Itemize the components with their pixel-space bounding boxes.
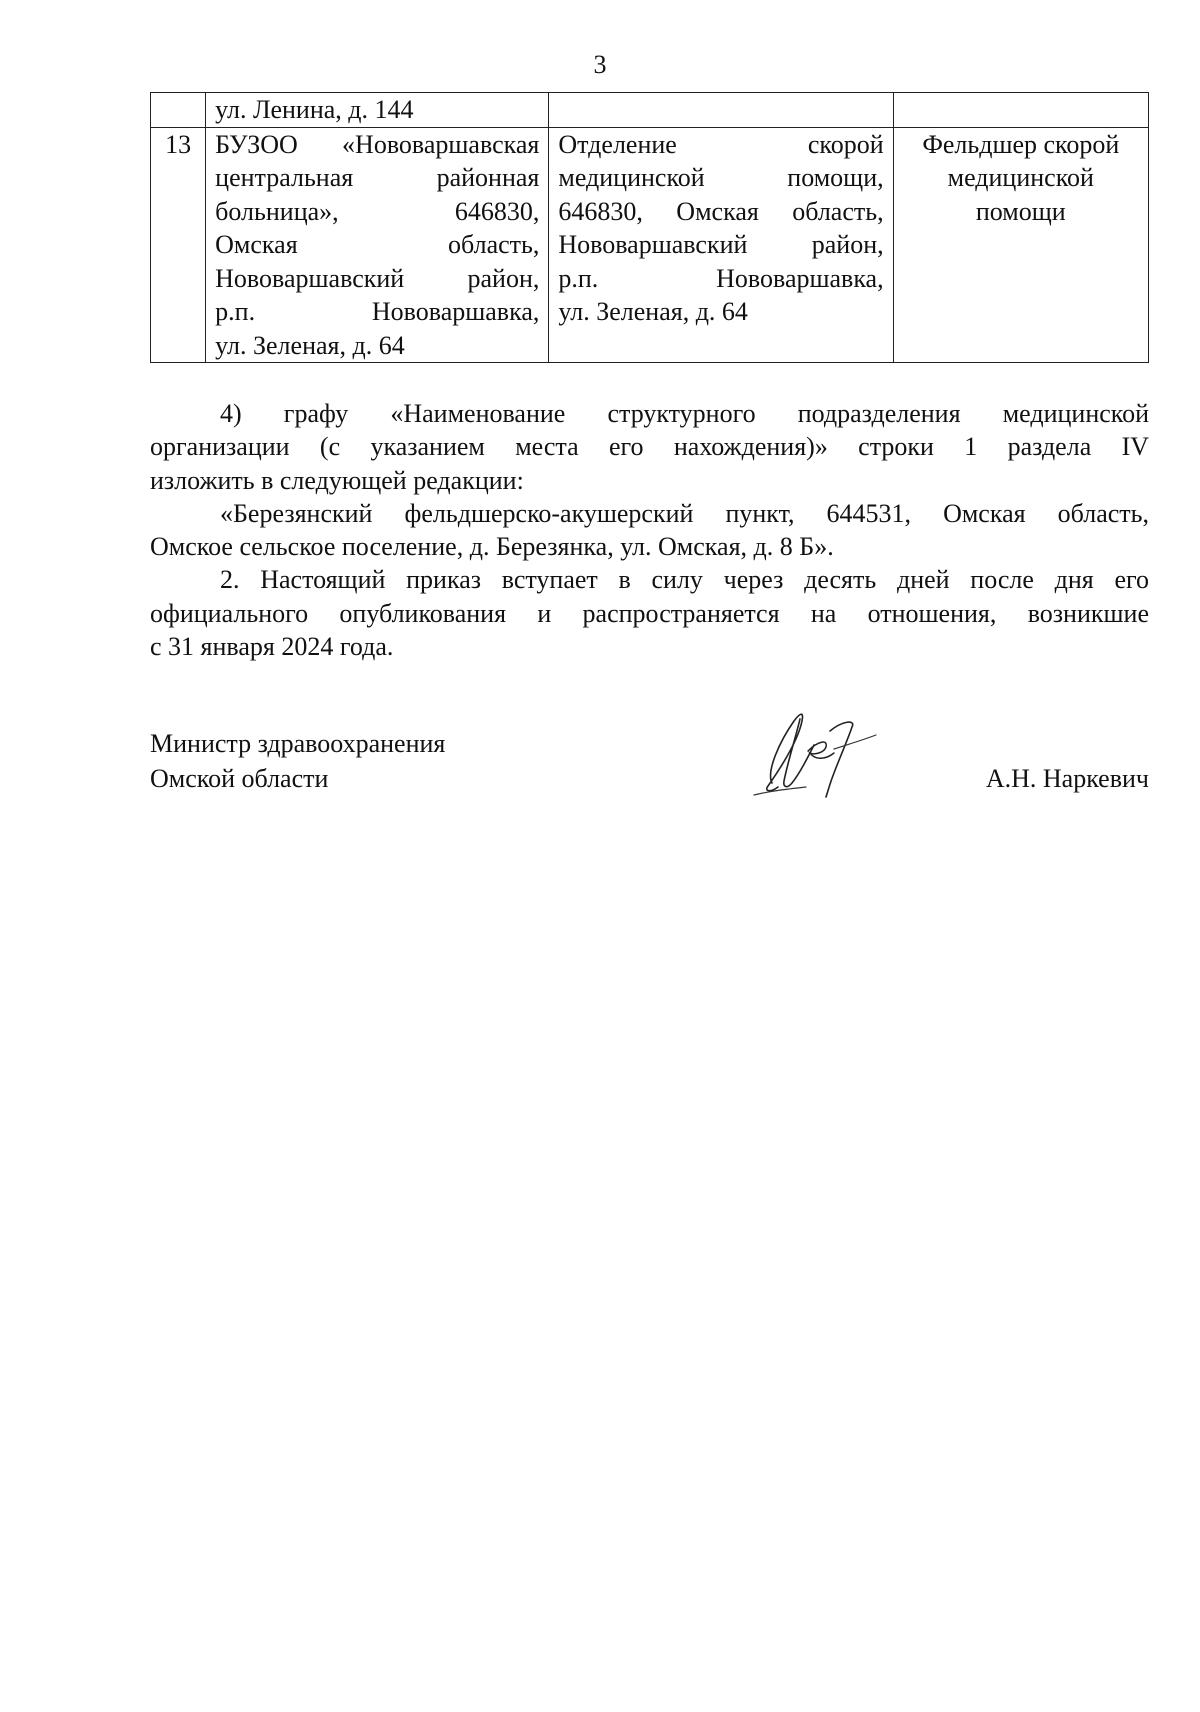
- department-line: 646830, Омская область,: [558, 196, 884, 226]
- page-number: 3: [593, 50, 607, 79]
- organization-line: р.п. Нововаршавка,: [215, 297, 540, 326]
- department-line: ул. Зеленая, д. 64: [558, 297, 748, 326]
- organization-line: больница», 646830,: [215, 196, 540, 226]
- row-number-cell: [151, 93, 206, 128]
- position-line: помощи: [975, 196, 1066, 226]
- department-cell: [549, 93, 893, 128]
- table-row: [151, 93, 1149, 128]
- text-line: официального опубликования и распространяется на отношения, возникшие: [150, 598, 1149, 628]
- department-line: р.п. Нововаршавка,: [558, 263, 884, 293]
- position-line: Фельдшер скорой: [922, 129, 1120, 159]
- text-line: 4) графу «Наименование структурного подразделения медицинской: [220, 399, 1149, 428]
- department-line: Отделение скорой: [558, 129, 884, 159]
- text-line: организации (с указанием места его нахождения)» строки 1 раздела IV: [150, 432, 1149, 462]
- organization-line: Омская область,: [215, 230, 540, 259]
- text-line: изложить в следующей редакции:: [150, 465, 524, 495]
- paragraph-quote: [150, 497, 1149, 564]
- organization-line: Нововаршавский район,: [215, 263, 540, 293]
- position-line: медицинской: [947, 163, 1094, 192]
- signatory-name: А.Н. Наркевич: [985, 764, 1149, 793]
- facilities-table: [150, 92, 1149, 363]
- text-line: 2. Настоящий приказ вступает в силу через десять дней после дня его: [220, 565, 1149, 595]
- handwritten-signature: [730, 691, 890, 811]
- text-line: с 31 января 2024 года.: [150, 632, 394, 662]
- organization-line: ул. Ленина, д. 144: [215, 95, 414, 124]
- text-line: Омское сельское поселение, д. Березянка, ул. Омская, д. 8 Б».: [150, 532, 834, 562]
- position-cell: [893, 93, 1148, 128]
- text-line: «Березянский фельдшерско-акушерский пункт, 644531, Омская область,: [220, 498, 1149, 528]
- document-body: [150, 397, 1149, 663]
- table-row: [151, 127, 1149, 363]
- paragraph-item-4: [150, 397, 1149, 497]
- row-number-cell: 13: [151, 127, 206, 363]
- organization-line: центральная районная: [215, 163, 540, 192]
- department-line: медицинской помощи,: [558, 163, 884, 192]
- organization-line: БУЗОО «Нововаршавская: [215, 129, 540, 159]
- signatory-title: [150, 726, 550, 796]
- department-cell: [549, 127, 893, 363]
- department-line: Нововаршавский район,: [558, 230, 884, 259]
- signatory-title-line: Министр здравоохранения: [150, 729, 446, 758]
- position-cell: [893, 127, 1148, 363]
- paragraph-2: [150, 563, 1149, 663]
- organization-cell: [206, 127, 549, 363]
- organization-cell: [206, 93, 549, 128]
- organization-line: ул. Зеленая, д. 64: [215, 330, 405, 360]
- signatory-title-line: Омской области: [150, 764, 329, 793]
